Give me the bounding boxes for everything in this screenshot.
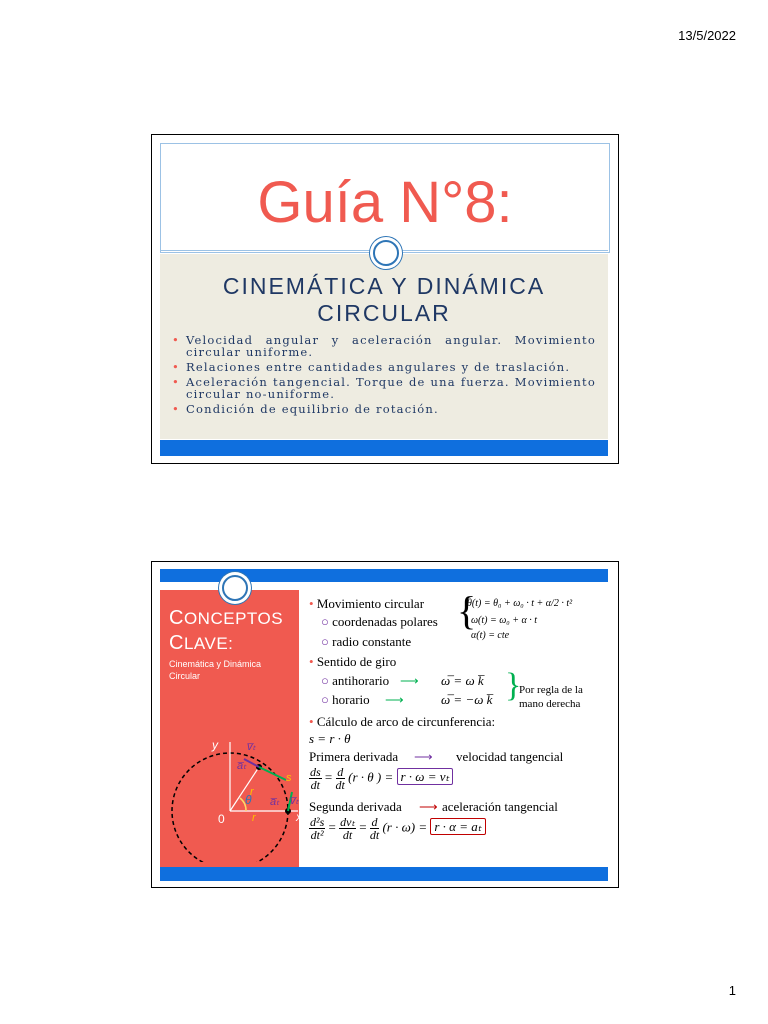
vt2-label: v̅ₜ: [290, 795, 299, 807]
footer-bar: [160, 867, 608, 881]
s-label: s: [286, 772, 292, 784]
list-item: • Movimiento circular: [309, 596, 425, 611]
arrow-icon: ⟶: [414, 749, 433, 764]
w-hor-eq: ω̅ = −ω k̅: [441, 692, 493, 707]
list-item: [172, 376, 596, 400]
circle-ornament-icon: [222, 575, 248, 601]
list-item: [172, 334, 596, 358]
page-number: 1: [728, 983, 736, 998]
y-label: y: [212, 738, 218, 752]
circle-ornament-icon: [373, 240, 399, 266]
arrow-icon: ⟶: [400, 673, 419, 688]
theta-label: θ: [245, 793, 252, 807]
topic-text: Relaciones entre cantidades angulares y de traslación.: [186, 360, 571, 374]
primera-label: Primera derivada: [309, 749, 399, 764]
alpha-eq: α(t) = cte: [471, 630, 510, 641]
list-item: ○ antihorario: [321, 673, 390, 688]
acel-tang-label: aceleración tangencial: [442, 799, 558, 814]
slide-title-text: Guía N°8:: [257, 170, 513, 235]
topic-text: Velocidad angular y aceleración angular. Movimiento circular uniforme.: [186, 333, 596, 359]
at-result-box: r · α = aₜ: [430, 818, 485, 835]
x-label: x: [296, 810, 302, 824]
slide-concepts: [151, 561, 619, 888]
bullet-icon: •: [172, 333, 180, 347]
r-label: r: [250, 786, 254, 798]
polar-system: {: [457, 588, 477, 633]
arrow-icon: ⟶: [385, 692, 404, 707]
list-item: ○ horario: [321, 692, 370, 707]
at-label: a̅ₜ: [237, 760, 247, 772]
w-anti-eq: ω̅ = ω k̅: [441, 673, 484, 688]
vel-tang-label: velocidad tangencial: [456, 749, 564, 764]
segunda-label: Segunda derivada: [309, 799, 402, 814]
bullet-icon: •: [172, 375, 180, 389]
circle-diagram: [166, 732, 306, 862]
topic-text: Condición de equilibrio de rotación.: [186, 402, 439, 416]
slide-title: [151, 134, 619, 464]
topic-text: Aceleración tangencial. Torque de una fuerza. Movimiento circular no-uniforme.: [186, 375, 596, 401]
list-item: [172, 361, 596, 373]
list-item: [172, 403, 596, 415]
theta-eq: θ(t) = θ₀ + ω₀ · t + α/2 · t²: [467, 598, 573, 609]
vt-arrow: [259, 767, 286, 780]
at2-label: a̅ₜ: [270, 796, 280, 808]
vt-label: v̅ₜ: [247, 741, 256, 753]
origin-label: 0: [218, 812, 225, 826]
bullet-icon: •: [172, 402, 180, 416]
vt-result-box: r · ω = vₜ: [397, 768, 454, 785]
concepts-subheading: Cinemática y Dinámica Circular: [169, 659, 262, 681]
slide-subtitle: [160, 273, 608, 327]
r-label-2: r: [252, 812, 256, 824]
omega-eq: ω(t) = ω₀ + α · t: [471, 615, 538, 626]
subtitle-line-2: CIRCULAR: [317, 300, 451, 326]
list-item: • Cálculo de arco de circunferencia:: [309, 714, 496, 729]
list-item: • Sentido de giro: [309, 654, 397, 669]
brace-icon: }: [505, 667, 522, 704]
s-eq: s = r · θ: [309, 731, 351, 746]
footer-bar: [160, 440, 608, 456]
concepts-heading: CONCEPTOS CLAVE:: [169, 607, 284, 654]
first-derivative-eq: $\frac{ds}{dt}$ = $\frac{d}{dt}$ (r · θ ) = r · ω = vₜ: [309, 766, 453, 791]
regla-text: Por regla de la mano derecha: [519, 684, 583, 710]
header-date: 13/5/2022: [678, 28, 736, 43]
second-derivative-eq: $\frac{\text{d²s}}{\text{dt²}}$ = $\frac{\text{dvₜ}}{dt}$ = $\frac{d}{dt}$ (r · ω) = r · α = aₜ: [309, 816, 486, 841]
subtitle-line-1: CINEMÁTICA Y DINÁMICA: [222, 273, 546, 299]
list-item: ○ radio constante: [321, 634, 412, 649]
list-item: ○ coordenadas polares: [321, 614, 438, 629]
topic-list: [172, 334, 596, 418]
bullet-icon: •: [172, 360, 180, 374]
arrow-icon: ⟶: [419, 799, 438, 814]
